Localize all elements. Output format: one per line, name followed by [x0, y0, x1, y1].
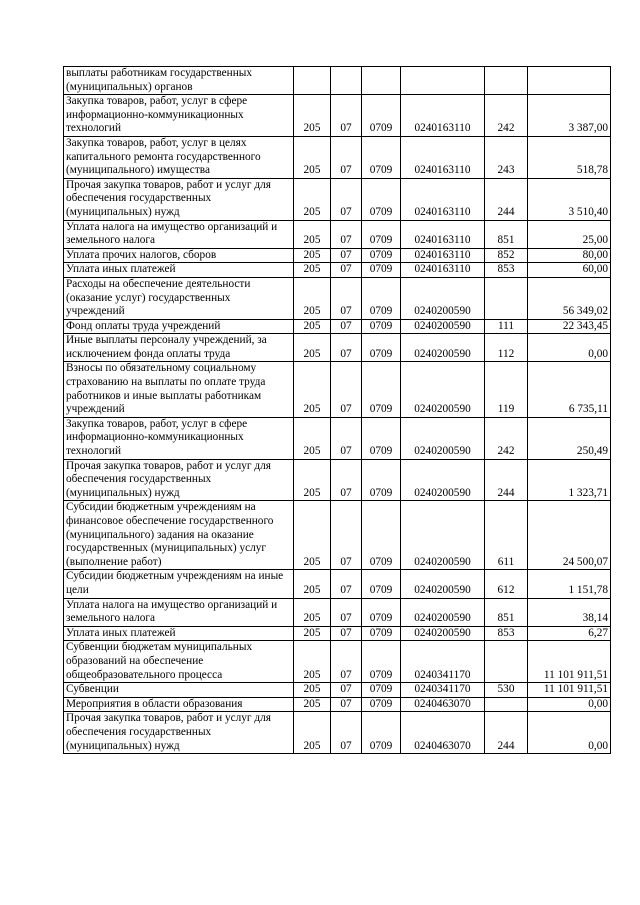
expense-type-cell: 530 [485, 683, 528, 698]
admin-code-cell: 205 [294, 697, 331, 712]
target-article-cell: 0240163110 [401, 263, 485, 278]
table-row [64, 319, 611, 334]
section-cell: 07 [331, 334, 362, 362]
table-row [64, 712, 611, 754]
target-article-cell: 0240200590 [401, 417, 485, 459]
amount-cell: 3 387,00 [528, 95, 611, 137]
expense-name-cell: Уплата прочих налогов, сборов [64, 248, 294, 263]
admin-code-cell: 205 [294, 95, 331, 137]
expense-name-cell: Прочая закупка товаров, работ и услуг для обеспечения государственных (муниципальных) нужд [64, 459, 294, 501]
section-cell: 07 [331, 248, 362, 263]
target-article-cell: 0240200590 [401, 570, 485, 598]
expense-name-cell: Расходы на обеспечение деятельности (оказание услуг) государственных учреждений [64, 277, 294, 319]
amount-cell: 6,27 [528, 626, 611, 641]
subsection-cell [362, 67, 401, 95]
section-cell: 07 [331, 178, 362, 220]
table-row [64, 277, 611, 319]
admin-code-cell: 205 [294, 362, 331, 417]
expense-name-cell: Субсидии бюджетным учреждениям на иные цели [64, 570, 294, 598]
expense-name-cell: Фонд оплаты труда учреждений [64, 319, 294, 334]
target-article-cell: 0240200590 [401, 319, 485, 334]
admin-code-cell: 205 [294, 459, 331, 501]
subsection-cell: 0709 [362, 334, 401, 362]
expense-name-cell: Прочая закупка товаров, работ и услуг для обеспечения государственных (муниципальных) нужд [64, 178, 294, 220]
expense-name-cell: Субсидии бюджетным учреждениям на финансовое обеспечение государственного (муниципального) задания на оказание государственных (муниципальных) услуг (выполнение работ) [64, 501, 294, 570]
subsection-cell: 0709 [362, 263, 401, 278]
admin-code-cell: 205 [294, 136, 331, 178]
section-cell: 07 [331, 263, 362, 278]
section-cell: 07 [331, 362, 362, 417]
expense-name-cell: Иные выплаты персоналу учреждений, за исключением фонда оплаты труда [64, 334, 294, 362]
expense-type-cell: 853 [485, 626, 528, 641]
expense-name-cell: Уплата налога на имущество организаций и земельного налога [64, 220, 294, 248]
target-article-cell: 0240163110 [401, 178, 485, 220]
admin-code-cell: 205 [294, 501, 331, 570]
table-row [64, 641, 611, 683]
table-row [64, 683, 611, 698]
target-article-cell: 0240200590 [401, 598, 485, 626]
section-cell: 07 [331, 626, 362, 641]
admin-code-cell: 205 [294, 641, 331, 683]
subsection-cell: 0709 [362, 220, 401, 248]
admin-code-cell: 205 [294, 178, 331, 220]
table-row [64, 501, 611, 570]
subsection-cell: 0709 [362, 136, 401, 178]
admin-code-cell: 205 [294, 626, 331, 641]
expense-name-cell: выплаты работникам государственных (муниципальных) органов [64, 67, 294, 95]
subsection-cell: 0709 [362, 626, 401, 641]
expense-name-cell: Субвенции бюджетам муниципальных образований на обеспечение общеобразовательного процесса [64, 641, 294, 683]
amount-cell: 3 510,40 [528, 178, 611, 220]
amount-cell: 60,00 [528, 263, 611, 278]
table-row [64, 417, 611, 459]
table-row [64, 626, 611, 641]
expense-name-cell: Уплата иных платежей [64, 263, 294, 278]
table-row [64, 697, 611, 712]
amount-cell [528, 67, 611, 95]
table-row [64, 220, 611, 248]
subsection-cell: 0709 [362, 362, 401, 417]
target-article-cell: 0240200590 [401, 334, 485, 362]
expense-type-cell: 244 [485, 178, 528, 220]
expense-name-cell: Взносы по обязательному социальному страхованию на выплаты по оплате труда работников и иные выплаты работникам учреждений [64, 362, 294, 417]
amount-cell: 518,78 [528, 136, 611, 178]
subsection-cell: 0709 [362, 417, 401, 459]
target-article-cell: 0240341170 [401, 683, 485, 698]
expense-type-cell: 611 [485, 501, 528, 570]
amount-cell: 0,00 [528, 712, 611, 754]
expense-name-cell: Закупка товаров, работ, услуг в сфере информационно-коммуникационных технологий [64, 95, 294, 137]
target-article-cell: 0240163110 [401, 220, 485, 248]
admin-code-cell [294, 67, 331, 95]
amount-cell: 250,49 [528, 417, 611, 459]
section-cell: 07 [331, 95, 362, 137]
expense-type-cell: 852 [485, 248, 528, 263]
section-cell: 07 [331, 277, 362, 319]
expense-type-cell: 851 [485, 220, 528, 248]
admin-code-cell: 205 [294, 417, 331, 459]
admin-code-cell: 205 [294, 570, 331, 598]
expense-type-cell [485, 67, 528, 95]
target-article-cell: 0240200590 [401, 277, 485, 319]
budget-table-page [63, 66, 610, 754]
amount-cell: 0,00 [528, 697, 611, 712]
section-cell: 07 [331, 697, 362, 712]
expense-type-cell: 242 [485, 95, 528, 137]
admin-code-cell: 205 [294, 277, 331, 319]
subsection-cell: 0709 [362, 570, 401, 598]
expense-type-cell: 111 [485, 319, 528, 334]
subsection-cell: 0709 [362, 248, 401, 263]
admin-code-cell: 205 [294, 712, 331, 754]
target-article-cell: 0240163110 [401, 136, 485, 178]
amount-cell: 38,14 [528, 598, 611, 626]
expense-name-cell: Закупка товаров, работ, услуг в сфере информационно-коммуникационных технологий [64, 417, 294, 459]
expense-name-cell: Прочая закупка товаров, работ и услуг для обеспечения государственных (муниципальных) нужд [64, 712, 294, 754]
expense-type-cell: 112 [485, 334, 528, 362]
subsection-cell: 0709 [362, 501, 401, 570]
section-cell: 07 [331, 712, 362, 754]
subsection-cell: 0709 [362, 598, 401, 626]
expense-type-cell: 244 [485, 459, 528, 501]
expense-type-cell [485, 697, 528, 712]
subsection-cell: 0709 [362, 319, 401, 334]
admin-code-cell: 205 [294, 319, 331, 334]
target-article-cell: 0240341170 [401, 641, 485, 683]
table-row [64, 136, 611, 178]
admin-code-cell: 205 [294, 334, 331, 362]
target-article-cell: 0240200590 [401, 459, 485, 501]
section-cell: 07 [331, 136, 362, 178]
table-row [64, 95, 611, 137]
subsection-cell: 0709 [362, 277, 401, 319]
amount-cell: 80,00 [528, 248, 611, 263]
table-row [64, 570, 611, 598]
target-article-cell: 0240200590 [401, 362, 485, 417]
target-article-cell: 0240200590 [401, 501, 485, 570]
admin-code-cell: 205 [294, 263, 331, 278]
subsection-cell: 0709 [362, 95, 401, 137]
admin-code-cell: 205 [294, 598, 331, 626]
amount-cell: 11 101 911,51 [528, 683, 611, 698]
section-cell: 07 [331, 501, 362, 570]
section-cell: 07 [331, 641, 362, 683]
admin-code-cell: 205 [294, 683, 331, 698]
expense-type-cell: 612 [485, 570, 528, 598]
expense-type-cell: 244 [485, 712, 528, 754]
expense-type-cell [485, 641, 528, 683]
subsection-cell: 0709 [362, 178, 401, 220]
target-article-cell: 0240463070 [401, 712, 485, 754]
table-row [64, 178, 611, 220]
target-article-cell: 0240163110 [401, 95, 485, 137]
admin-code-cell: 205 [294, 220, 331, 248]
section-cell: 07 [331, 683, 362, 698]
target-article-cell: 0240200590 [401, 626, 485, 641]
amount-cell: 24 500,07 [528, 501, 611, 570]
admin-code-cell: 205 [294, 248, 331, 263]
section-cell: 07 [331, 220, 362, 248]
amount-cell: 1 323,71 [528, 459, 611, 501]
subsection-cell: 0709 [362, 697, 401, 712]
expense-name-cell: Закупка товаров, работ, услуг в целях капитального ремонта государственного (муниципального) имущества [64, 136, 294, 178]
expense-type-cell: 242 [485, 417, 528, 459]
table-row [64, 67, 611, 95]
subsection-cell: 0709 [362, 712, 401, 754]
table-row [64, 263, 611, 278]
subsection-cell: 0709 [362, 641, 401, 683]
expense-name-cell: Субвенции [64, 683, 294, 698]
amount-cell: 1 151,78 [528, 570, 611, 598]
amount-cell: 22 343,45 [528, 319, 611, 334]
expense-type-cell: 243 [485, 136, 528, 178]
section-cell: 07 [331, 598, 362, 626]
table-row [64, 248, 611, 263]
table-row [64, 362, 611, 417]
target-article-cell [401, 67, 485, 95]
expense-type-cell: 851 [485, 598, 528, 626]
subsection-cell: 0709 [362, 459, 401, 501]
section-cell [331, 67, 362, 95]
expense-name-cell: Мероприятия в области образования [64, 697, 294, 712]
amount-cell: 6 735,11 [528, 362, 611, 417]
expense-type-cell [485, 277, 528, 319]
expense-name-cell: Уплата налога на имущество организаций и земельного налога [64, 598, 294, 626]
expense-name-cell: Уплата иных платежей [64, 626, 294, 641]
amount-cell: 25,00 [528, 220, 611, 248]
target-article-cell: 0240463070 [401, 697, 485, 712]
section-cell: 07 [331, 417, 362, 459]
amount-cell: 11 101 911,51 [528, 641, 611, 683]
section-cell: 07 [331, 459, 362, 501]
table-row [64, 598, 611, 626]
section-cell: 07 [331, 319, 362, 334]
section-cell: 07 [331, 570, 362, 598]
budget-table [63, 66, 611, 754]
table-row [64, 459, 611, 501]
expense-type-cell: 853 [485, 263, 528, 278]
expense-type-cell: 119 [485, 362, 528, 417]
table-row [64, 334, 611, 362]
subsection-cell: 0709 [362, 683, 401, 698]
amount-cell: 0,00 [528, 334, 611, 362]
amount-cell: 56 349,02 [528, 277, 611, 319]
target-article-cell: 0240163110 [401, 248, 485, 263]
